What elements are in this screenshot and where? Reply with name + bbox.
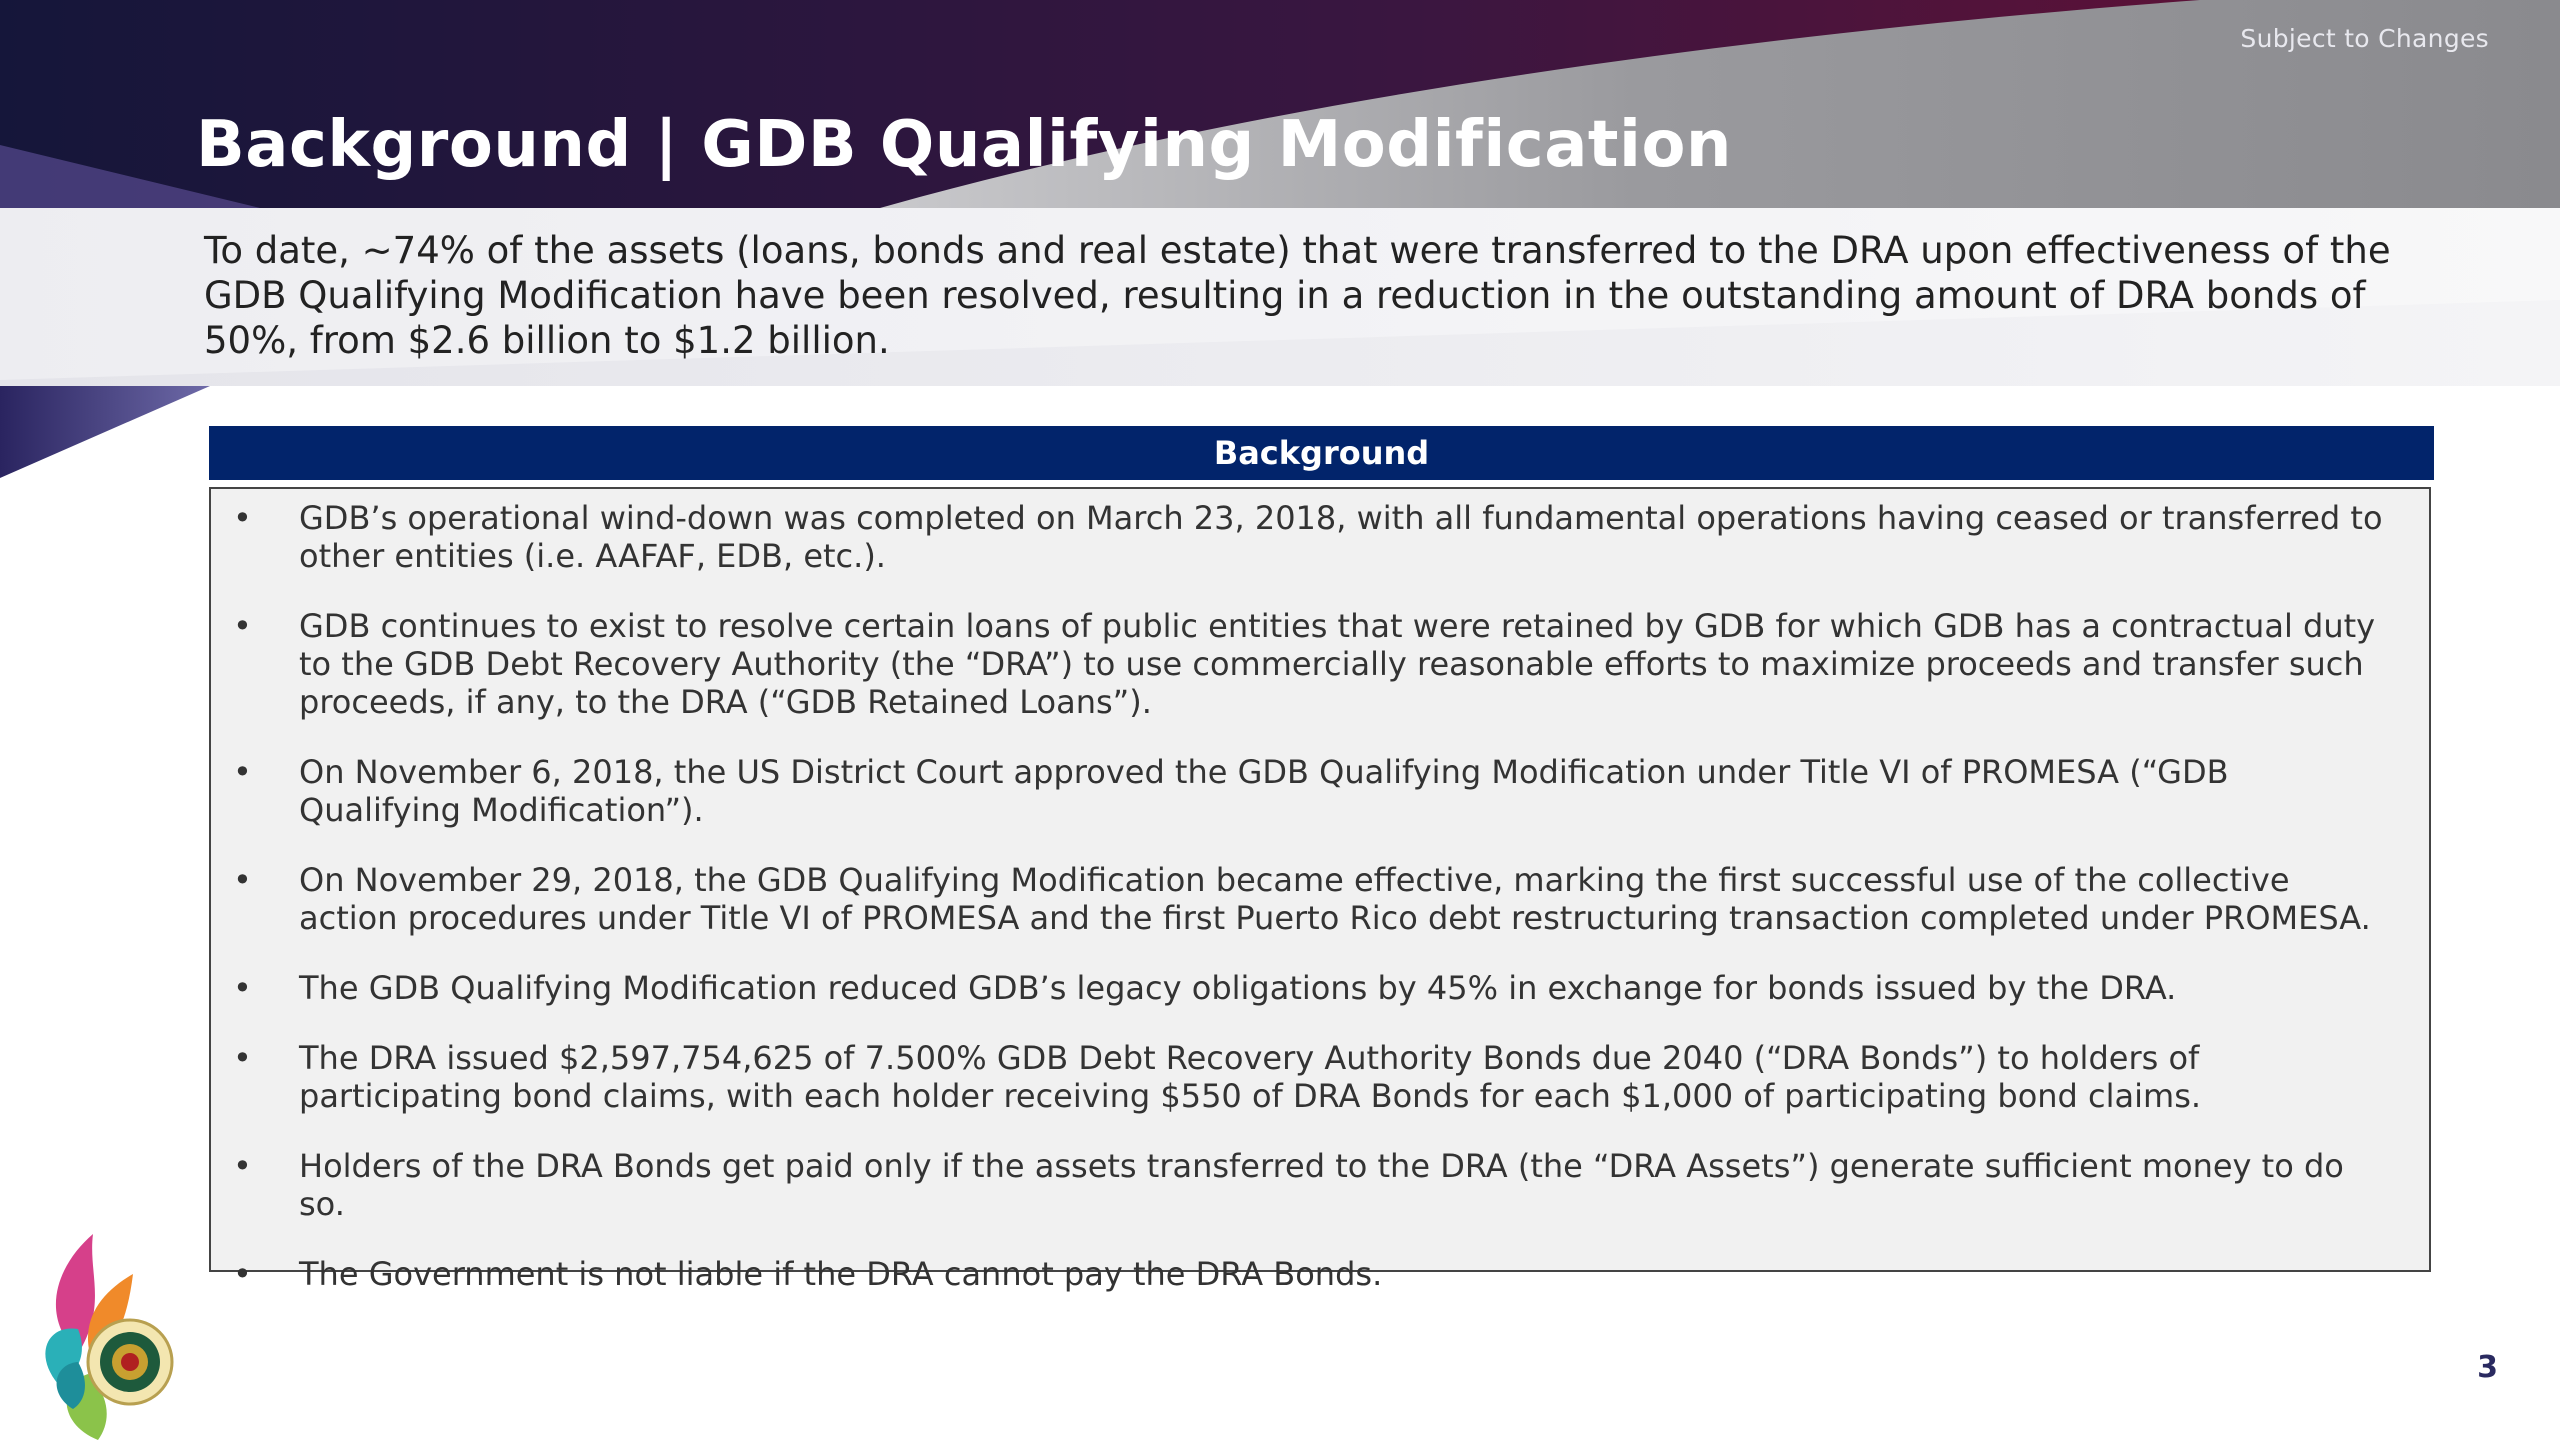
background-section-heading: Background <box>209 426 2434 480</box>
bullet-item <box>233 499 2393 575</box>
background-box <box>209 487 2431 1293</box>
bullet-text: Holders of the DRA Bonds get paid only if the assets transferred to the DRA (the “DRA Assets”) generate sufficient money to do so. <box>299 1147 2344 1223</box>
bullet-text: The DRA issued $2,597,754,625 of 7.500% GDB Debt Recovery Authority Bonds due 2040 (“DRA Bonds”) to holders of participating bond claims, with each holder receiving $550 of DRA Bonds for each $1,000 of participating bond claims. <box>299 1039 2202 1115</box>
bullet-item <box>233 753 2393 829</box>
bullet-text: GDB continues to exist to resolve certain loans of public entities that were retained by GDB for which GDB has a contractual duty to the GDB Debt Recovery Authority (the “DRA”) to use commercially reasonable efforts to maximize proceeds and transfer such proceeds, if any, to the DRA (“GDB Retained Loans”). <box>299 607 2376 721</box>
bullet-text: The GDB Qualifying Modification reduced GDB’s legacy obligations by 45% in exchange for bonds issued by the DRA. <box>299 969 2177 1007</box>
bullet-item <box>233 1147 2393 1223</box>
bullet-text: On November 6, 2018, the US District Court approved the GDB Qualifying Modification under Title VI of PROMESA (“GDB Qualifying Modification”). <box>299 753 2229 829</box>
bullet-dot: • <box>233 607 252 645</box>
bullet-dot: • <box>233 1147 252 1185</box>
bullet-item <box>233 607 2393 721</box>
bullet-dot: • <box>233 1039 252 1077</box>
bullet-text: The Government is not liable if the DRA cannot pay the DRA Bonds. <box>299 1255 1383 1293</box>
bullet-dot: • <box>233 753 252 791</box>
bullet-dot: • <box>233 499 252 537</box>
bullet-text: GDB’s operational wind-down was completed on March 23, 2018, with all fundamental operations having ceased or transferred to other entities (i.e. AAFAF, EDB, etc.). <box>299 499 2383 575</box>
background-bullet-list <box>233 499 2393 1293</box>
bullet-text: On November 29, 2018, the GDB Qualifying Modification became effective, marking the first successful use of the collective action procedures under Title VI of PROMESA and the first Puerto Rico debt restructuring transaction completed under PROMESA. <box>299 861 2371 937</box>
summary-text: To date, ~74% of the assets (loans, bonds and real estate) that were transferred to the DRA upon effectiveness of the GDB Qualifying Modification have been resolved, resulting in a reduction in the outstanding amount of DRA bonds of 50%, from $2.6 billion to $1.2 billion. <box>204 229 2391 362</box>
subject-to-changes-note: Subject to Changes <box>2240 24 2489 53</box>
page-number: 3 <box>2477 1350 2498 1385</box>
bullet-dot: • <box>233 969 252 1007</box>
page-title: Background | GDB Qualifying Modification <box>196 108 1732 182</box>
bullet-item <box>233 969 2393 1007</box>
bullet-item <box>233 861 2393 937</box>
puerto-rico-seal-logo-icon <box>38 1234 188 1440</box>
bullet-item <box>233 1039 2393 1115</box>
bullet-dot: • <box>233 861 252 899</box>
bullet-item <box>233 1255 2393 1293</box>
bullet-dot: • <box>233 1255 252 1293</box>
